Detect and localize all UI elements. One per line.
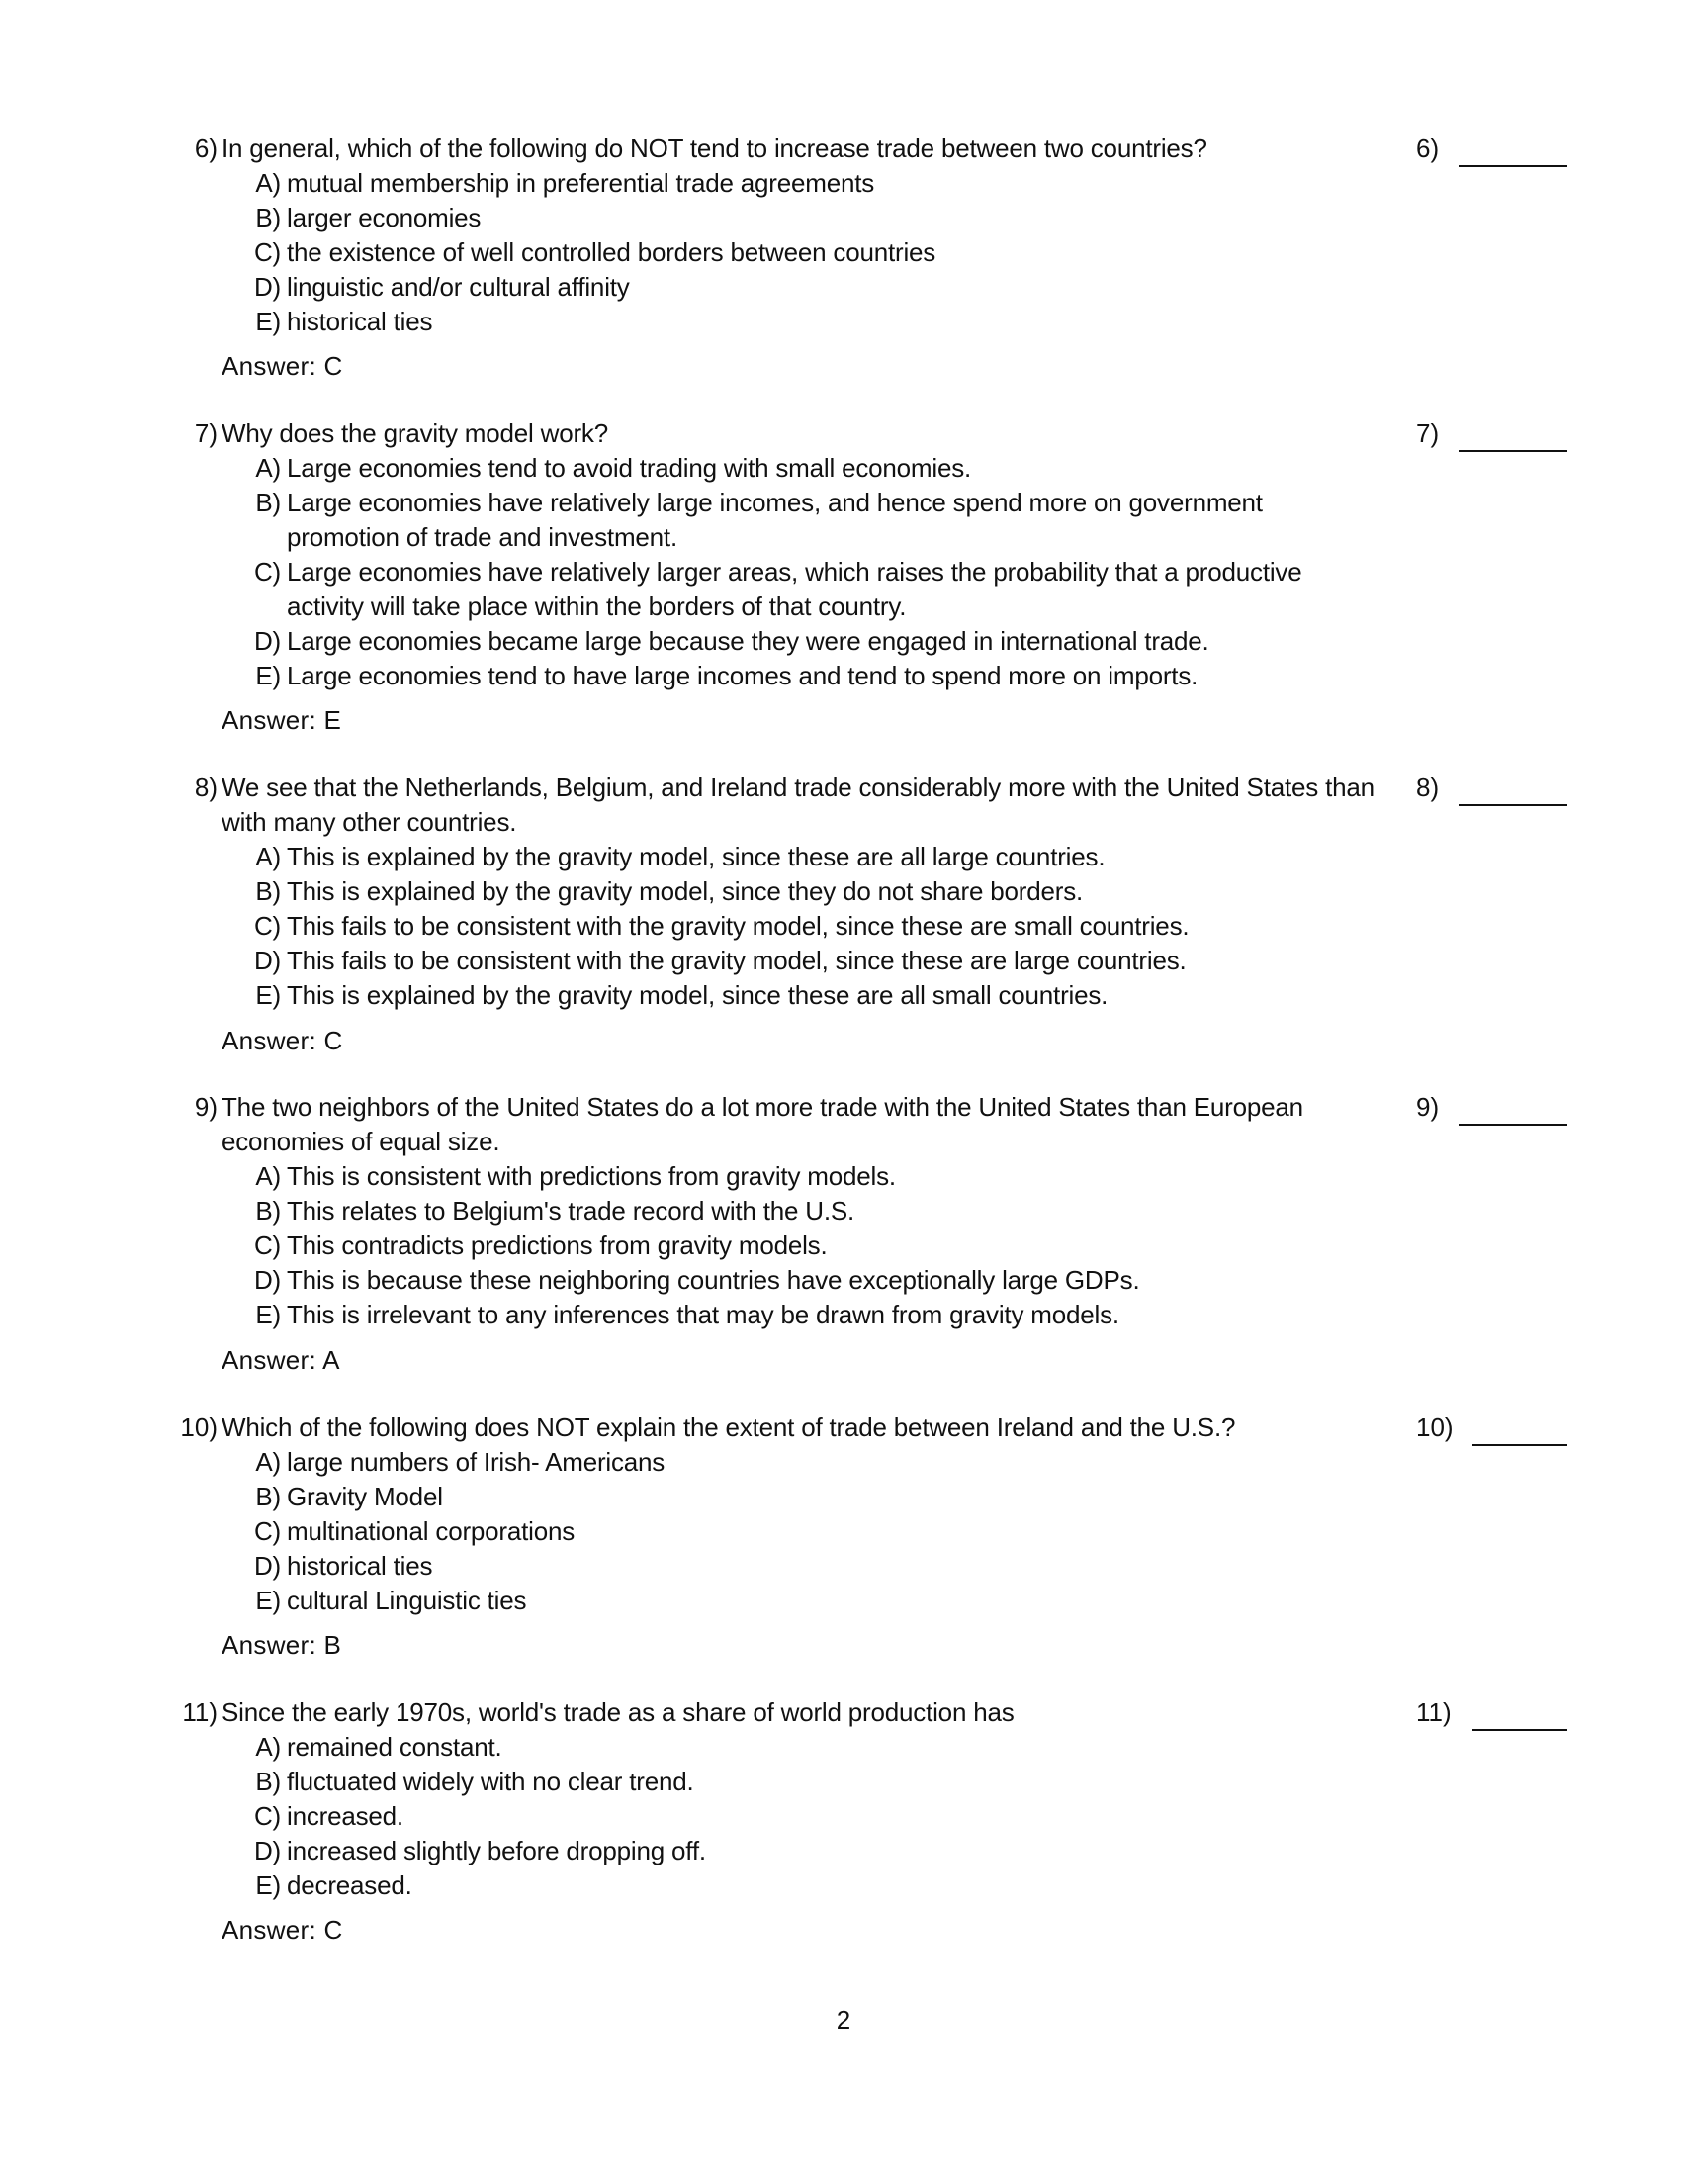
choice-text: This relates to Belgium's trade record with the U.S. xyxy=(287,1196,855,1226)
choice-letter: B) xyxy=(255,203,281,232)
answer-blank[interactable] xyxy=(1472,1729,1567,1731)
choice-c xyxy=(237,1228,1384,1263)
choice-letter: B) xyxy=(255,488,281,517)
answer-blank[interactable] xyxy=(1472,1444,1567,1446)
choice-letter: A) xyxy=(255,842,281,871)
choice-c xyxy=(237,1799,1384,1834)
choice-text: Gravity Model xyxy=(287,1482,443,1511)
choice-text: This is explained by the gravity model, since these are all large countries. xyxy=(287,842,1106,871)
choice-c xyxy=(237,1514,1384,1549)
choice-letter: E) xyxy=(255,1300,281,1329)
choice-b xyxy=(237,1194,1384,1228)
question-text: We see that the Netherlands, Belgium, and Ireland trade considerably more with the United States than with many other countries. xyxy=(222,773,1375,837)
choice-text: decreased. xyxy=(287,1870,412,1900)
choice-text: increased. xyxy=(287,1801,403,1831)
choice-e xyxy=(237,659,1384,693)
choice-letter: C) xyxy=(253,557,281,587)
choice-e xyxy=(237,305,1384,339)
choice-letter: C) xyxy=(253,1801,281,1831)
question-number: 8) xyxy=(194,773,218,802)
choice-b xyxy=(237,1765,1384,1799)
question-number: 7) xyxy=(194,418,218,448)
choice-list xyxy=(237,1445,1384,1618)
choice-letter: C) xyxy=(253,1516,281,1546)
choice-letter: E) xyxy=(255,661,281,690)
answer-blank[interactable] xyxy=(1459,165,1567,167)
choice-letter: E) xyxy=(255,307,281,336)
choice-e xyxy=(237,1298,1384,1332)
choice-list xyxy=(237,1159,1384,1332)
choice-letter: A) xyxy=(255,1161,281,1191)
answer-blank[interactable] xyxy=(1459,450,1567,452)
question-number: 10) xyxy=(180,1412,218,1442)
choice-text: This is consistent with predictions from gravity models. xyxy=(287,1161,896,1191)
choice-letter: A) xyxy=(255,453,281,483)
choice-letter: A) xyxy=(255,1732,281,1762)
choice-d xyxy=(237,1549,1384,1584)
choice-text: historical ties xyxy=(287,1551,433,1581)
choice-letter: C) xyxy=(253,911,281,941)
choice-letter: A) xyxy=(255,1447,281,1477)
choice-text: This is because these neighboring countries have exceptionally large GDPs. xyxy=(287,1265,1140,1295)
choice-b xyxy=(237,486,1384,555)
choice-text: remained constant. xyxy=(287,1732,502,1762)
choice-text: Large economies have relatively larger areas, which raises the probability that a productive activity will take place within the borders of that country. xyxy=(287,557,1302,621)
choice-text: Large economies tend to have large incomes and tend to spend more on imports. xyxy=(287,661,1199,690)
choice-d xyxy=(237,944,1384,978)
margin-number: 9) xyxy=(1416,1092,1440,1122)
choice-text: Large economies have relatively large incomes, and hence spend more on government promotion of trade and investment. xyxy=(287,488,1263,552)
choice-letter: B) xyxy=(255,1196,281,1226)
answer-text: Answer: C xyxy=(222,1915,343,1945)
choice-c xyxy=(237,235,1384,270)
answer-text: Answer: E xyxy=(222,705,342,735)
choice-letter: D) xyxy=(253,272,281,302)
choice-d xyxy=(237,1834,1384,1868)
question-text: Since the early 1970s, world's trade as a share of world production has xyxy=(222,1697,1015,1727)
question-number: 9) xyxy=(194,1092,218,1122)
choice-text: This is explained by the gravity model, since these are all small countries. xyxy=(287,980,1109,1010)
choice-a xyxy=(237,840,1384,874)
choice-e xyxy=(237,978,1384,1013)
choice-b xyxy=(237,201,1384,235)
question-number: 6) xyxy=(194,134,218,163)
question-text: Which of the following does NOT explain the extent of trade between Ireland and the U.S.? xyxy=(222,1412,1236,1442)
choice-list xyxy=(237,451,1384,693)
choice-text: This is explained by the gravity model, since they do not share borders. xyxy=(287,876,1084,906)
choice-b xyxy=(237,1480,1384,1514)
question-number: 11) xyxy=(182,1697,218,1727)
choice-text: This fails to be consistent with the gravity model, since these are large countries. xyxy=(287,946,1187,975)
choice-text: multinational corporations xyxy=(287,1516,576,1546)
choice-letter: D) xyxy=(253,1836,281,1866)
choice-text: cultural Linguistic ties xyxy=(287,1586,527,1615)
choice-a xyxy=(237,1445,1384,1480)
choice-text: larger economies xyxy=(287,203,482,232)
question-text: Why does the gravity model work? xyxy=(222,418,608,448)
answer-blank[interactable] xyxy=(1459,1124,1567,1126)
choice-d xyxy=(237,624,1384,659)
choice-text: This is irrelevant to any inferences that may be drawn from gravity models. xyxy=(287,1300,1119,1329)
answer-blank[interactable] xyxy=(1459,804,1567,806)
margin-number: 6) xyxy=(1416,134,1440,163)
choice-e xyxy=(237,1584,1384,1618)
choice-letter: E) xyxy=(255,1870,281,1900)
choice-a xyxy=(237,451,1384,486)
choice-a xyxy=(237,1159,1384,1194)
choice-d xyxy=(237,270,1384,305)
choice-letter: D) xyxy=(253,1551,281,1581)
choice-text: mutual membership in preferential trade agreements xyxy=(287,168,875,198)
choice-text: increased slightly before dropping off. xyxy=(287,1836,706,1866)
choice-e xyxy=(237,1868,1384,1903)
choice-text: large numbers of Irish- Americans xyxy=(287,1447,666,1477)
choice-letter: D) xyxy=(253,946,281,975)
choice-text: Large economies tend to avoid trading with small economies. xyxy=(287,453,972,483)
choice-list xyxy=(237,1730,1384,1903)
choice-a xyxy=(237,1730,1384,1765)
question-text: In general, which of the following do NOT tend to increase trade between two countries? xyxy=(222,134,1207,163)
choice-b xyxy=(237,874,1384,909)
margin-number: 8) xyxy=(1416,773,1440,802)
choice-a xyxy=(237,166,1384,201)
choice-letter: D) xyxy=(253,626,281,656)
choice-letter: C) xyxy=(253,237,281,267)
choice-letter: B) xyxy=(255,1482,281,1511)
choice-text: linguistic and/or cultural affinity xyxy=(287,272,630,302)
margin-number: 10) xyxy=(1416,1412,1454,1442)
question-text: The two neighbors of the United States do a lot more trade with the United States than European economies of equal size. xyxy=(222,1092,1303,1156)
choice-text: fluctuated widely with no clear trend. xyxy=(287,1767,694,1796)
choice-letter: E) xyxy=(255,980,281,1010)
choice-list xyxy=(237,166,1384,339)
choice-text: historical ties xyxy=(287,307,433,336)
choice-text: This contradicts predictions from gravity models. xyxy=(287,1230,828,1260)
choice-letter: A) xyxy=(255,168,281,198)
choice-letter: B) xyxy=(255,876,281,906)
choice-text: the existence of well controlled borders between countries xyxy=(287,237,936,267)
choice-letter: B) xyxy=(255,1767,281,1796)
answer-text: Answer: B xyxy=(222,1630,342,1660)
choice-text: This fails to be consistent with the gravity model, since these are small countries. xyxy=(287,911,1190,941)
margin-number: 7) xyxy=(1416,418,1440,448)
answer-text: Answer: C xyxy=(222,351,343,381)
choice-letter: C) xyxy=(253,1230,281,1260)
choice-d xyxy=(237,1263,1384,1298)
choice-text: Large economies became large because they were engaged in international trade. xyxy=(287,626,1209,656)
choice-list xyxy=(237,840,1384,1013)
margin-number: 11) xyxy=(1416,1697,1452,1727)
choice-c xyxy=(237,555,1384,624)
answer-text: Answer: C xyxy=(222,1026,343,1055)
choice-letter: D) xyxy=(253,1265,281,1295)
choice-c xyxy=(237,909,1384,944)
page-number: 2 xyxy=(836,2005,851,2035)
choice-letter: E) xyxy=(255,1586,281,1615)
answer-text: Answer: A xyxy=(222,1345,340,1375)
